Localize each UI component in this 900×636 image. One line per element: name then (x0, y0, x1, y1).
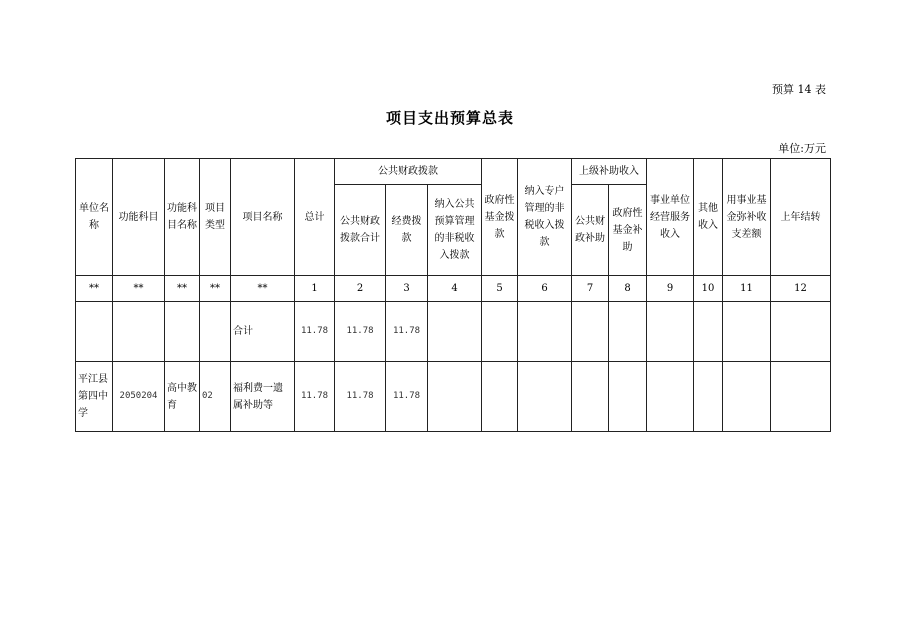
index-cell: 5 (482, 276, 518, 302)
index-cell: 7 (572, 276, 609, 302)
empty-cell (609, 302, 647, 362)
empty-cell (165, 302, 200, 362)
total-row-pf-total: 11.78 (335, 302, 386, 362)
empty-cell (200, 302, 231, 362)
empty-cell (694, 362, 723, 432)
header-carryover: 上年结转 (771, 159, 831, 276)
index-cell: ** (165, 276, 200, 302)
page-title: 项目支出预算总表 (385, 109, 514, 127)
data-total: 11.78 (295, 362, 335, 432)
data-pf-expense: 11.78 (386, 362, 428, 432)
empty-cell (428, 302, 482, 362)
header-public-finance: 公共财政拨款 (335, 159, 482, 185)
index-cell: 3 (386, 276, 428, 302)
index-cell: 10 (694, 276, 723, 302)
header-pf-total: 公共财政拨款合计 (335, 185, 386, 276)
index-cell: ** (231, 276, 295, 302)
empty-cell (647, 362, 694, 432)
header-superior: 上级补助收入 (572, 159, 647, 185)
empty-cell (723, 302, 771, 362)
index-row (76, 276, 831, 302)
header-project-name: 项目名称 (231, 159, 295, 276)
empty-cell (572, 302, 609, 362)
header-unit-name: 单位名称 (76, 159, 113, 276)
data-func-subject: 2050204 (113, 362, 165, 432)
header-fund-deficit: 用事业基金弥补收支差额 (723, 159, 771, 276)
header-func-subject: 功能科目 (113, 159, 165, 276)
index-cell: ** (113, 276, 165, 302)
total-row-total: 11.78 (295, 302, 335, 362)
empty-cell (572, 362, 609, 432)
empty-cell (482, 302, 518, 362)
header-row-1 (76, 159, 831, 185)
index-cell: 1 (295, 276, 335, 302)
empty-cell (694, 302, 723, 362)
index-cell: 2 (335, 276, 386, 302)
empty-cell (771, 362, 831, 432)
empty-cell (482, 362, 518, 432)
empty-cell (428, 362, 482, 432)
header-project-type: 项目类型 (200, 159, 231, 276)
header-other: 其他收入 (694, 159, 723, 276)
data-pf-total: 11.78 (335, 362, 386, 432)
total-row-pf-expense: 11.78 (386, 302, 428, 362)
empty-cell (518, 362, 572, 432)
index-cell: 9 (647, 276, 694, 302)
data-func-subject-name: 高中教育 (165, 362, 200, 432)
data-project-type: 02 (200, 362, 231, 432)
data-project-name: 福利费一遗属补助等 (231, 362, 295, 432)
header-pf-expense: 经费拨款 (386, 185, 428, 276)
empty-cell (113, 302, 165, 362)
header-func-subject-name: 功能科目名称 (165, 159, 200, 276)
header-sup-gov-fund: 政府性基金补助 (609, 185, 647, 276)
empty-cell (723, 362, 771, 432)
index-cell: 8 (609, 276, 647, 302)
index-cell: ** (76, 276, 113, 302)
empty-cell (76, 302, 113, 362)
header-special-nontax: 纳入专户管理的非税收入拨款 (518, 159, 572, 276)
unit-label: 单位:万元 (778, 142, 826, 155)
empty-cell (647, 302, 694, 362)
empty-cell (518, 302, 572, 362)
data-unit-name: 平江县第四中学 (76, 362, 113, 432)
total-label: 合计 (231, 302, 295, 362)
header-pf-nontax: 纳入公共预算管理的非税收入拨款 (428, 185, 482, 276)
header-gov-fund: 政府性基金拨款 (482, 159, 518, 276)
header-business: 事业单位经营服务收入 (647, 159, 694, 276)
index-cell: 12 (771, 276, 831, 302)
index-cell: 4 (428, 276, 482, 302)
budget-table (75, 158, 831, 432)
index-cell: ** (200, 276, 231, 302)
empty-cell (609, 362, 647, 432)
header-sup-public: 公共财政补助 (572, 185, 609, 276)
data-row (76, 362, 831, 432)
empty-cell (771, 302, 831, 362)
index-cell: 11 (723, 276, 771, 302)
index-cell: 6 (518, 276, 572, 302)
table-number: 预算 14 表 (772, 83, 826, 96)
total-row (76, 302, 831, 362)
header-total: 总计 (295, 159, 335, 276)
